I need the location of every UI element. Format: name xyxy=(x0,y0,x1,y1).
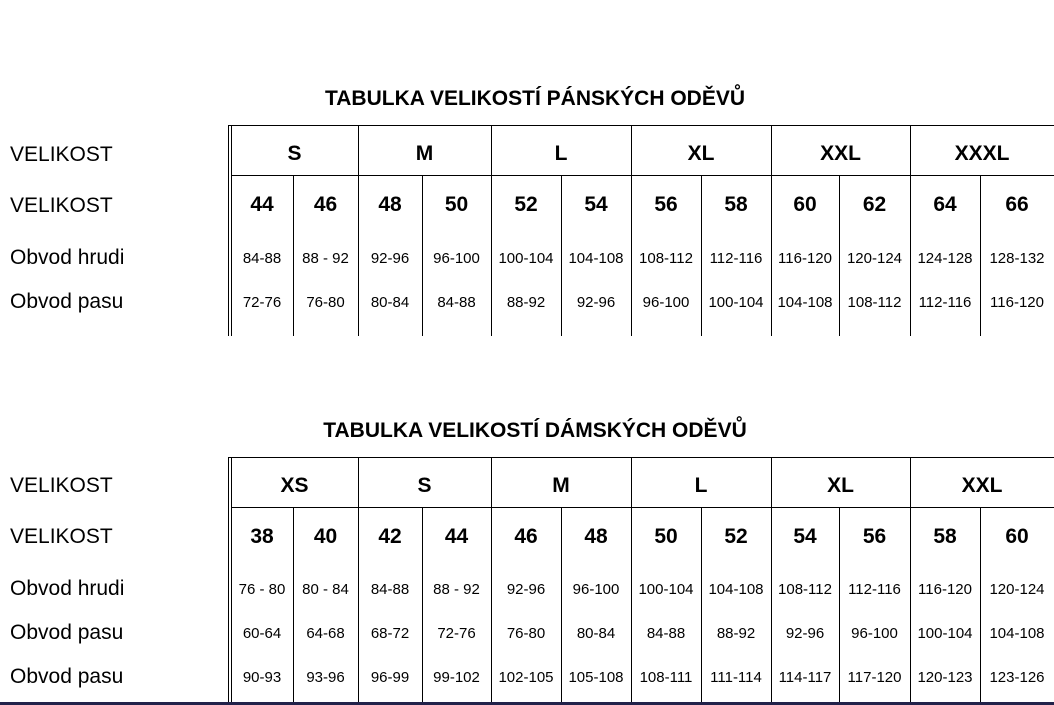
women-waist-cell: 84-88 xyxy=(646,625,686,642)
men-chest-cell: 84-88 xyxy=(242,250,282,267)
women-waist-cell: 92-96 xyxy=(785,625,825,642)
men-waist-cell: 112-116 xyxy=(918,294,972,311)
women-table-title: TABULKA VELIKOSTÍ DÁMSKÝCH ODĚVŮ xyxy=(323,419,747,442)
women-size-group: XXL xyxy=(961,474,1003,497)
women-chest-cell: 84-88 xyxy=(370,581,410,598)
men-size-number: 52 xyxy=(514,193,538,216)
women-hips-cell: 99-102 xyxy=(433,669,480,686)
women-hips-cell: 90-93 xyxy=(242,669,282,686)
women-waist-cell: 60-64 xyxy=(242,625,282,642)
women-chest-cell: 80 - 84 xyxy=(302,581,349,598)
women-top-border xyxy=(228,457,1054,458)
women-size-number: 56 xyxy=(862,525,887,548)
men-waist-cell: 76-80 xyxy=(306,294,345,311)
women-chest-cell: 88 - 92 xyxy=(433,581,480,598)
men-header-divider xyxy=(231,175,1054,176)
women-size-group: XS xyxy=(280,474,309,497)
men-size-group: S xyxy=(287,142,302,165)
women-size-number: 44 xyxy=(444,525,469,548)
women-hips-cell: 111-114 xyxy=(710,669,762,686)
men-size-number: 54 xyxy=(584,193,608,216)
men-row-label-chest: Obvod hrudi xyxy=(10,246,125,269)
women-row-label-chest: Obvod hrudi xyxy=(10,577,125,600)
men-size-number: 56 xyxy=(654,193,678,216)
men-size-number: 60 xyxy=(793,193,817,216)
men-size-number: 64 xyxy=(933,193,957,216)
women-hips-cell: 123-126 xyxy=(989,669,1045,686)
women-size-number: 40 xyxy=(313,525,338,548)
men-size-number: 44 xyxy=(250,193,274,216)
men-chest-cell: 112-116 xyxy=(709,250,763,267)
men-waist-cell: 80-84 xyxy=(370,294,410,311)
women-size-group: S xyxy=(417,474,432,497)
women-size-number: 48 xyxy=(584,525,608,548)
women-size-group: L xyxy=(694,474,708,497)
women-row-label-hips: Obvod pasu xyxy=(10,665,124,688)
women-hips-cell: 117-120 xyxy=(847,669,902,686)
men-size-group: XXL xyxy=(820,142,861,165)
men-size-group: M xyxy=(415,142,434,165)
women-waist-cell: 80-84 xyxy=(576,625,616,642)
men-chest-cell: 100-104 xyxy=(498,250,554,267)
women-hips-cell: 96-99 xyxy=(370,669,410,686)
women-row-label-size-group: VELIKOST xyxy=(10,474,113,497)
men-waist-cell: 108-112 xyxy=(847,294,902,311)
men-size-group: L xyxy=(554,142,568,165)
men-chest-cell: 104-108 xyxy=(568,250,624,267)
men-chest-cell: 116-120 xyxy=(778,250,832,267)
women-size-number: 52 xyxy=(724,525,748,548)
women-waist-cell: 76-80 xyxy=(506,625,546,642)
women-hips-cell: 93-96 xyxy=(306,669,345,686)
men-size-number: 66 xyxy=(1005,193,1029,216)
women-hips-cell: 105-108 xyxy=(568,669,624,686)
men-row-label-size-group: VELIKOST xyxy=(10,143,113,166)
women-header-divider xyxy=(231,507,1054,508)
women-chest-cell: 120-124 xyxy=(989,581,1045,598)
men-row-label-size-number: VELIKOST xyxy=(10,194,113,217)
men-chest-cell: 108-112 xyxy=(639,250,693,267)
women-waist-cell: 68-72 xyxy=(370,625,410,642)
women-chest-cell: 76 - 80 xyxy=(238,581,286,598)
women-chest-cell: 96-100 xyxy=(572,581,620,598)
women-size-number: 50 xyxy=(654,525,678,548)
men-size-number: 50 xyxy=(444,193,469,216)
men-chest-cell: 88 - 92 xyxy=(302,250,349,267)
men-chest-cell: 92-96 xyxy=(370,250,410,267)
women-chest-cell: 100-104 xyxy=(638,581,694,598)
men-size-number: 62 xyxy=(862,193,887,216)
women-size-number: 58 xyxy=(933,525,957,548)
men-size-group: XXXL xyxy=(954,142,1010,165)
women-size-number: 38 xyxy=(250,525,274,548)
women-chest-cell: 92-96 xyxy=(506,581,546,598)
women-row-label-size-number: VELIKOST xyxy=(10,525,113,548)
men-waist-cell: 84-88 xyxy=(437,294,476,311)
women-waist-cell: 72-76 xyxy=(437,625,476,642)
women-size-number: 42 xyxy=(378,525,402,548)
women-waist-cell: 104-108 xyxy=(989,625,1045,642)
women-size-number: 60 xyxy=(1005,525,1029,548)
women-hips-cell: 120-123 xyxy=(917,669,973,686)
women-size-group: M xyxy=(552,474,570,497)
women-size-number: 54 xyxy=(793,525,817,548)
men-waist-cell: 100-104 xyxy=(708,294,764,311)
women-hips-cell: 114-117 xyxy=(778,669,832,686)
women-chest-cell: 112-116 xyxy=(848,581,901,598)
women-size-group: XL xyxy=(827,474,854,497)
men-waist-cell: 116-120 xyxy=(990,294,1044,311)
women-waist-cell: 64-68 xyxy=(306,625,345,642)
women-hips-cell: 102-105 xyxy=(498,669,554,686)
men-waist-cell: 88-92 xyxy=(506,294,546,311)
men-chest-cell: 96-100 xyxy=(433,250,480,267)
men-top-border xyxy=(228,125,1054,126)
women-chest-cell: 108-112 xyxy=(778,581,832,598)
women-waist-cell: 88-92 xyxy=(716,625,756,642)
men-chest-cell: 124-128 xyxy=(917,250,973,267)
men-waist-cell: 92-96 xyxy=(576,294,616,311)
men-table-title: TABULKA VELIKOSTÍ PÁNSKÝCH ODĚVŮ xyxy=(324,87,746,110)
men-row-label-waist: Obvod pasu xyxy=(10,290,124,313)
men-chest-cell: 128-132 xyxy=(989,250,1045,267)
men-size-number: 58 xyxy=(724,193,748,216)
men-waist-cell: 72-76 xyxy=(242,294,282,311)
men-size-number: 48 xyxy=(378,193,402,216)
women-size-number: 46 xyxy=(514,525,538,548)
women-waist-cell: 100-104 xyxy=(917,625,973,642)
men-size-group: XL xyxy=(687,142,715,165)
women-row-label-waist: Obvod pasu xyxy=(10,621,124,644)
men-waist-cell: 96-100 xyxy=(642,294,690,311)
men-chest-cell: 120-124 xyxy=(846,250,903,267)
women-hips-cell: 108-111 xyxy=(639,669,693,686)
women-waist-cell: 96-100 xyxy=(851,625,898,642)
women-chest-cell: 104-108 xyxy=(708,581,764,598)
men-size-number: 46 xyxy=(313,193,338,216)
men-waist-cell: 104-108 xyxy=(777,294,833,311)
women-chest-cell: 116-120 xyxy=(918,581,972,598)
